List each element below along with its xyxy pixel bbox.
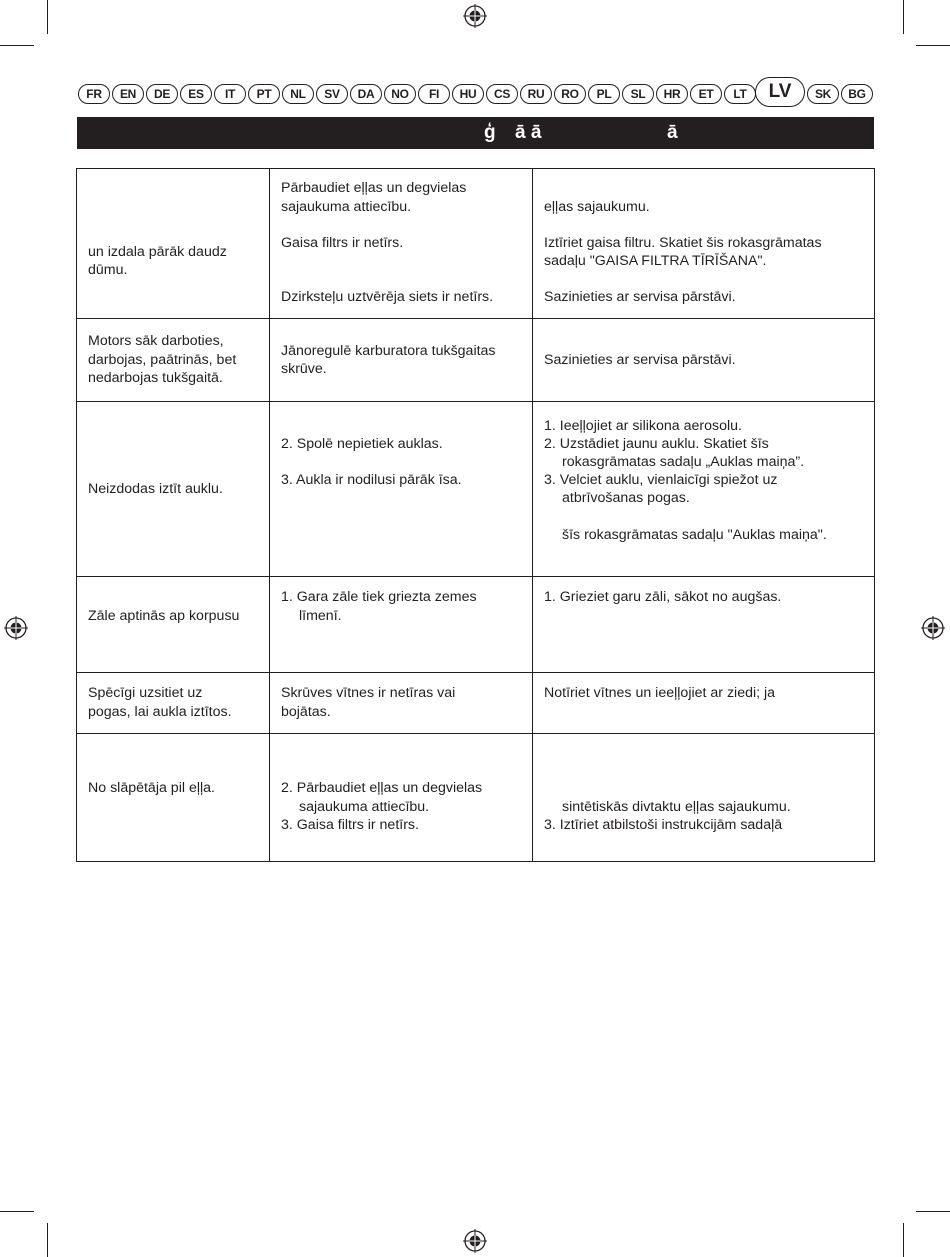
- solution-text: eļļas sajaukumu.: [544, 199, 650, 215]
- cause-text: 3. Gaisa filtrs ir netīrs.: [281, 817, 419, 833]
- problem-text: un izdala pārāk daudz: [88, 244, 227, 260]
- problem-text: pogas, lai aukla iztītos.: [88, 704, 232, 720]
- registration-mark-icon: [463, 1229, 487, 1253]
- problem-cell: [77, 169, 270, 319]
- problem-text: Motors sāk darboties,: [88, 333, 224, 349]
- language-tab-en[interactable]: EN: [112, 84, 144, 104]
- solution-cell: [533, 734, 875, 862]
- section-title-bar: [77, 117, 874, 149]
- crop-mark-bottom-left: [0, 1211, 34, 1212]
- table-row: [77, 734, 875, 862]
- solution-text: sintētiskās divtaktu eļļas sajaukumu.: [562, 799, 791, 815]
- table-row: [77, 577, 875, 673]
- problem-text: Zāle aptinās ap korpusu: [88, 608, 240, 624]
- cause-cell: [270, 319, 533, 402]
- language-tab-de[interactable]: DE: [146, 84, 178, 104]
- solution-text: 3. Velciet auklu, vienlaicīgi spiežot uz: [544, 472, 778, 488]
- solution-text: rokasgrāmatas sadaļu „Auklas maiņa”.: [562, 454, 805, 470]
- problem-text: Spēcīgi uzsitiet uz: [88, 685, 203, 701]
- problem-text: dūmu.: [88, 262, 128, 278]
- solution-cell: [533, 402, 875, 577]
- solution-text: 2. Uzstādiet jaunu auklu. Skatiet šīs: [544, 436, 769, 452]
- cause-cell: [270, 734, 533, 862]
- registration-mark-icon: [921, 616, 945, 640]
- solution-text: Notīriet vītnes un ieeļļojiet ar ziedi; ja: [544, 685, 776, 701]
- problem-text: nedarbojas tukšgaitā.: [88, 370, 223, 386]
- language-tab-no[interactable]: NO: [384, 84, 416, 104]
- cause-cell: [270, 402, 533, 577]
- table-row: [77, 169, 875, 319]
- cause-cell: [270, 169, 533, 319]
- language-tab-lt[interactable]: LT: [724, 84, 756, 104]
- cause-text: Dzirksteļu uztvērēja siets ir netīrs.: [281, 289, 494, 305]
- section-title-fragment: ā ā: [515, 122, 542, 143]
- language-tab-ru[interactable]: RU: [520, 84, 552, 104]
- language-tab-es[interactable]: ES: [180, 84, 212, 104]
- language-tab-fi[interactable]: FI: [418, 84, 450, 104]
- language-selector: [78, 81, 874, 106]
- table-row: [77, 402, 875, 577]
- language-tab-bg[interactable]: BG: [841, 84, 873, 104]
- language-tab-et[interactable]: ET: [690, 84, 722, 104]
- language-tab-hu[interactable]: HU: [452, 84, 484, 104]
- crop-mark-bottom-right: [903, 1223, 904, 1257]
- problem-text: No slāpētāja pil eļļa.: [88, 780, 215, 796]
- registration-mark-icon: [4, 616, 28, 640]
- registration-mark-icon: [463, 4, 487, 28]
- cause-text: Gaisa filtrs ir netīrs.: [281, 235, 404, 251]
- crop-mark-top-left: [0, 45, 34, 46]
- table-row: [77, 673, 875, 734]
- language-tab-sv[interactable]: SV: [316, 84, 348, 104]
- problem-text: darbojas, paātrinās, bet: [88, 352, 237, 368]
- solution-text: Iztīriet gaisa filtru. Skatiet šis rokasgrāmatas: [544, 235, 822, 251]
- cause-text: sajaukuma attiecību.: [281, 199, 412, 215]
- problem-cell: [77, 577, 270, 673]
- language-tab-da[interactable]: DA: [350, 84, 382, 104]
- crop-mark-top-right: [903, 0, 904, 34]
- solution-cell: [533, 169, 875, 319]
- language-tab-cs[interactable]: CS: [486, 84, 518, 104]
- solution-text: šīs rokasgrāmatas sadaļu "Auklas maiņa".: [562, 527, 827, 543]
- solution-cell: [533, 577, 875, 673]
- cause-text: Pārbaudiet eļļas un degvielas: [281, 180, 467, 196]
- cause-cell: [270, 673, 533, 734]
- section-title-fragment: ā: [667, 122, 678, 143]
- problem-cell: [77, 673, 270, 734]
- problem-text: Neizdodas iztīt auklu.: [88, 481, 223, 497]
- problem-cell: [77, 734, 270, 862]
- table-row: [77, 319, 875, 402]
- cause-text: Skrūves vītnes ir netīras vai: [281, 685, 456, 701]
- cause-text: sajaukuma attiecību.: [299, 799, 430, 815]
- language-tab-sl[interactable]: SL: [622, 84, 654, 104]
- cause-text: 2. Spolē nepietiek auklas.: [281, 436, 443, 452]
- language-tab-hr[interactable]: HR: [656, 84, 688, 104]
- cause-text: skrūve.: [281, 361, 327, 377]
- language-tab-pl[interactable]: PL: [588, 84, 620, 104]
- language-tab-sk[interactable]: SK: [807, 84, 839, 104]
- crop-mark-bottom-left: [47, 1223, 48, 1257]
- solution-text: 3. Iztīriet atbilstoši instrukcijām sadaļā: [544, 817, 783, 833]
- solution-text: atbrīvošanas pogas.: [562, 490, 690, 506]
- language-tab-nl[interactable]: NL: [282, 84, 314, 104]
- crop-mark-top-left: [47, 0, 48, 34]
- solution-text: 1. Grieziet garu zāli, sākot no augšas.: [544, 589, 782, 605]
- cause-text: līmenī.: [299, 608, 342, 624]
- cause-text: bojātas.: [281, 704, 331, 720]
- section-title-fragment: ģ: [484, 122, 496, 143]
- cause-text: Jānoregulē karburatora tukšgaitas: [281, 343, 496, 359]
- problem-cell: [77, 319, 270, 402]
- crop-mark-top-right: [916, 45, 950, 46]
- troubleshooting-table: [76, 168, 875, 862]
- crop-mark-bottom-right: [916, 1211, 950, 1212]
- solution-text: 1. Ieeļļojiet ar silikona aerosolu.: [544, 418, 742, 434]
- solution-text: sadaļu "GAISA FILTRA TĪRĪŠANA".: [544, 253, 767, 269]
- solution-cell: [533, 673, 875, 734]
- language-tab-it[interactable]: IT: [214, 84, 246, 104]
- language-tab-lv-active[interactable]: LV: [755, 77, 805, 107]
- language-tab-fr[interactable]: FR: [78, 84, 110, 104]
- cause-text: 2. Pārbaudiet eļļas un degvielas: [281, 780, 483, 796]
- solution-text: Sazinieties ar servisa pārstāvi.: [544, 352, 736, 368]
- cause-text: 1. Gara zāle tiek griezta zemes: [281, 589, 477, 605]
- cause-cell: [270, 577, 533, 673]
- language-tab-pt[interactable]: PT: [248, 84, 280, 104]
- solution-text: Sazinieties ar servisa pārstāvi.: [544, 289, 736, 305]
- language-tab-ro[interactable]: RO: [554, 84, 586, 104]
- problem-cell: [77, 402, 270, 577]
- solution-cell: [533, 319, 875, 402]
- cause-text: 3. Aukla ir nodilusi pārāk īsa.: [281, 472, 462, 488]
